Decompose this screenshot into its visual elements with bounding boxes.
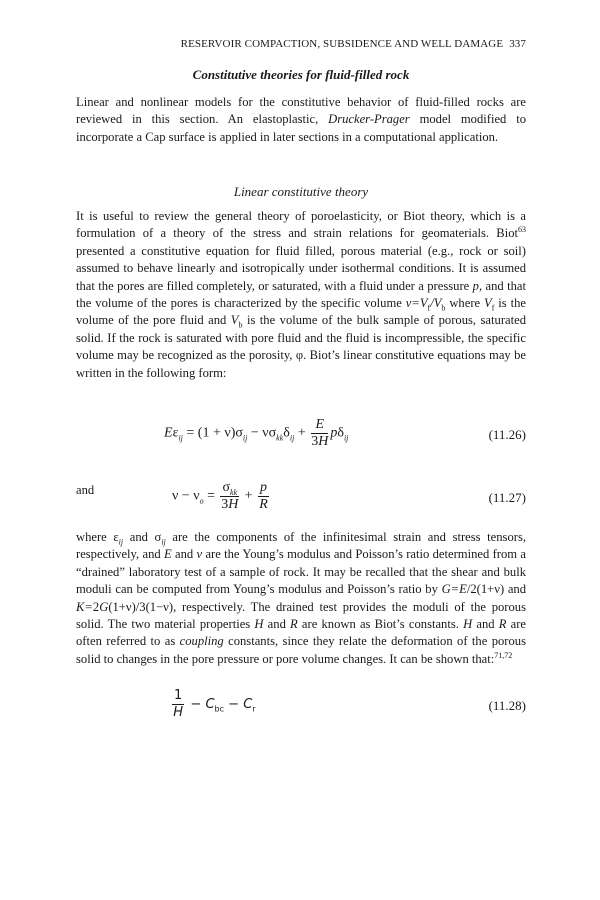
equation-number: (11.27) [488,490,526,505]
equation-11-26 [76,415,526,455]
running-header [76,38,526,50]
intro-paragraph: Linear and nonlinear models for the constitutive behavior of fluid-filled rocks are reviewed in this section. An elastoplastic, Drucker-Prager model modified to incorporate a Cap surface is applied in later sections in a computational application. [76,95,526,144]
equation-11-27 [76,478,526,518]
running-title: RESERVOIR COMPACTION, SUBSIDENCE AND WELL DAMAGE [180,38,504,50]
and-word: and [76,483,95,497]
citation-63: 63 [518,225,526,235]
citation-71-72: 71,72 [494,650,513,660]
equation-body: $E\varepsilon_{ij} = (1 + \nu)\sigma_{ij} - \nu\sigma_{kk}\delta_{ij}$ + $\frac{E}{3H}$ $p\delta_{ij}$ [164,417,349,449]
section-title: Constitutive theories for fluid-filled rock [192,67,410,82]
model-name: Drucker-Prager [328,112,410,127]
equation-body: $\nu - \nu_o$ = $\frac{\sigma_{kk}}{3H}$ + $\frac{p}{R}$ [172,480,268,512]
biot-paragraph: It is useful to review the general theory of poroelasticity, or Biot theory, which is a formulation of a theory of the stress and strain relations for geomaterials. Biot$^{63}$ presented a constitutive equation for fluid filled, porous material (e.g., rock or soil) assumed to behave linearly and isotropically under isothermal conditions. It is assumed that the pores are filled completely, or saturated, with a fluid under a pressure p, and that the volume of the pores is characterized by the specific volume $v=V_f/V_b$ where $V_f$ is the volume of the pore fluid and $V_b$ is the volume of the bulk sample of porous, saturated solid. If the rock is saturated with pore fluid and the fluid is incompressible, the specific volume may be recognized as the porosity, φ. Biot’s linear constitutive equations may be written in the following form: [76,209,526,380]
where-paragraph: where $\varepsilon_{ij}$ and $\sigma_{ij}$ are the components of the infinitesimal strain and stress tensors, respectively, and E and ν are the Young’s modulus and Poisson’s ratio determined from a “drained” laboratory test of a sample of rock. It may be recalled that the shear and bulk moduli can be computed from Young’s modulus and Poisson’s ratio by G=E/2(1+ν) and K=2G(1+ν)/3(1−ν), respectively. The drained test provides the moduli of the porous solid. The two material properties H and R are known as Biot’s constants. H and R are often referred to as coupling constants, since they relate the deformation of the porous solid to changes in the pore pressure or pore volume changes. It can be shown that:$^{71,72}$ [76,530,527,666]
subsection-title: Linear constitutive theory [233,184,369,199]
equation-number: (11.28) [488,698,526,713]
equation-body: $\frac{1}{H}$ − $C_{bc} - C_r$ [173,688,256,720]
page-number: 337 [509,38,526,50]
equation-number: (11.26) [488,427,526,442]
equation-11-28 [76,688,526,728]
